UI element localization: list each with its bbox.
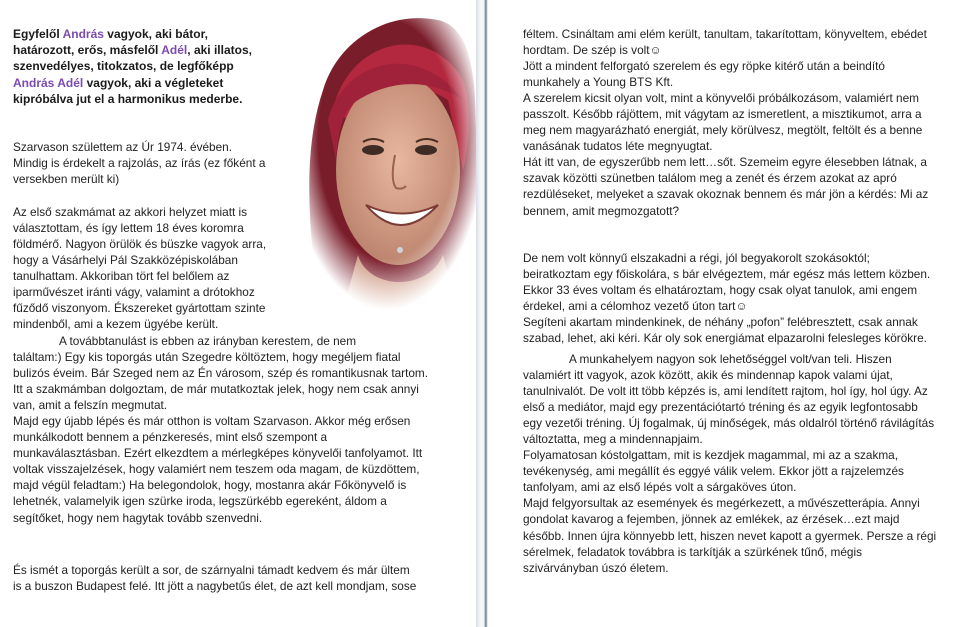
text-line: Itt a szakmámban dolgoztam, de már mutatkoztak jelek, hogy nem csak annyi [13, 382, 419, 397]
text-line: mindenből, ami a kezem ügyébe került. [13, 317, 219, 332]
text-line: Jött a mindent felforgató szerelem és egy röpke kitérő után a beindító [523, 59, 885, 74]
text-line: egy vezetői tréning. Új fogalmak, új minőségek, más oldalról történő rávilágítás [523, 416, 935, 431]
budapest-paragraph [13, 562, 453, 594]
text-line: segítőket, hogy nem hagytak tovább szenvedni. [13, 510, 263, 525]
text-line: majd végül feladtam:) Ha belegondolok, hogy, mostanra akár Főkönyvelő is [13, 478, 407, 493]
text-line: A munkahelyem nagyon sok lehetőséggel volt/van teli. Hiszen [569, 352, 892, 366]
love-paragraph [523, 26, 963, 219]
text-line: Hát itt van, de egyszerűbb nem lett…sőt. Szemeim egyre élesebben látnak, a [523, 155, 927, 170]
text-line: voltak visszajelzések, hogy valamiért nem teszem oda magam, de küzdöttem, [13, 462, 420, 477]
text-line: Segíteni akartam mindenkinek, de néhány „pofon” felébresztett, csak annak [523, 315, 918, 330]
text-line: versekben merült ki) [13, 172, 120, 187]
workplace-paragraph [523, 351, 963, 576]
text-line: választottam, és így lettem 18 éves koromra [13, 221, 244, 236]
text-line: tanulnivalót. De volt itt több képzés is, ami lendített rajtom, hol így, hol úgy. Az [523, 384, 928, 399]
text-line: is a buszon Budapest felé. Itt jött a nagybetűs élet, de azt kell mondjam, sose [13, 579, 417, 594]
intro-text: , aki illatos, [187, 43, 252, 58]
text-line: lehetnék, valamelyik igen szürke iroda, legszürkébb egereként, áldom a [13, 494, 387, 509]
text-line: szabad, lehet, aki kéri. Kár oly sok energiámat elpazarolni felesleges körökre. [523, 331, 927, 346]
text-line: tevékenység, ami megállít és eggyé válik velem. Ekkor jött a rajzelemzés [523, 464, 904, 479]
text-line: bulizós éveim. Bár Szeged nem az Én városom, szép és romantikusnak tartom. [13, 366, 429, 381]
intro-text: Egyfelől [13, 27, 60, 41]
page-gutter [476, 0, 488, 627]
text-line: földmérő. Nagyon örülök és büszke vagyok arra, [13, 237, 267, 252]
text-line: érdekel, ami a célomhoz vezető úton tart☺ [523, 299, 748, 314]
text-line: van, amit a felszín megmutat. [13, 398, 168, 413]
text-line: beiratkoztam egy főiskolára, s bár elvégeztem, már egész más lettem közben. [523, 267, 931, 282]
left-page [0, 0, 476, 627]
text-line: vanásának tudatos léte megnyugtat. [523, 139, 713, 154]
text-line: Mindig is érdekelt a rajzolás, az írás (ez főként a [13, 156, 266, 171]
text-line: tanfolyam, ami az első lépés volt a sárgaköves úton. [523, 480, 797, 495]
further-studies-paragraph [13, 333, 453, 526]
text-line: munkaválasztásban. Ezért elkezdtem a mérlegképes könyvelői tanfolyamot. Itt [13, 446, 423, 461]
text-line: Majd egy újabb lépés és már otthon is voltam Szarvason. Akkor még erősen [13, 414, 411, 429]
text-line: bennem, amit megmozgatott? [523, 203, 680, 218]
text-line: Folyamatosan kóstolgattam, mit is kezdjek magammal, mi az a szakma, [523, 448, 899, 463]
text-line: Szarvason születtem az Úr 1974. évében. [13, 140, 233, 154]
text-line: munkálkodott bennem a pénzkeresés, mint első szempont a [13, 430, 328, 445]
text-line: találtam:) Egy kis toporgás után Szegedre költöztem, hogy megéljem fiatal [13, 350, 401, 365]
text-line: szavak közötti szünetben találom meg a zenét és érzem azokat az apró [523, 171, 897, 186]
text-line: tanulhattam. Akkoriban tört fel belőlem az [13, 269, 230, 284]
text-line: fűződő viszonyom. Ékszereket gyártottam szinte [13, 301, 266, 316]
name-adel: Adél [161, 43, 188, 58]
text-line: És ismét a toporgás került a sor, de szárnyalni támadt kedvem és már ültem [13, 563, 410, 577]
text-line: Az első szakmámat az akkori helyzet miatt is [13, 205, 248, 219]
intro-text: határozott, erős, másfelől [13, 43, 159, 58]
intro-text: szenvedélyes, titokzatos, de legfőképp [13, 59, 234, 74]
text-line: meg nem magyarázható energiát, mely körülvesz, megtölt, feltölt és a benne [523, 123, 923, 138]
text-line: hogy a Vásárhelyi Pál Szakközépiskolában [13, 253, 238, 268]
text-line: sérelmek, feladatok továbbra is tarkítják a szürkének tűnő, mégis [523, 544, 862, 559]
text-line: A szerelem kicsit olyan volt, mint a könyvelői próbálkozásom, valamiért nem [523, 91, 920, 106]
text-line: szivárványban úszó életem. [523, 560, 669, 575]
text-line: hordtam. De szép is volt☺ [523, 43, 662, 58]
birth-paragraph [13, 139, 453, 187]
text-line: első a mediátor, majd egy prezentációtartó tréning és az egyik legfontosabb [523, 400, 918, 415]
text-line: De nem volt könnyű elszakadni a régi, jól begyakorolt szokásoktól; [523, 251, 870, 265]
text-line: munkahely a Young BTS Kft. [523, 75, 674, 90]
intro-paragraph [13, 26, 303, 107]
text-line: A továbbtanulást is ebben az irányban kerestem, de nem [59, 334, 357, 348]
text-line: később. Innen újra könnyebb lett, hiszen nevet kapott a gyermek. Persze a régi [523, 528, 937, 543]
text-line: Majd felgyorsultak az események és megérkezett, a művészetterápia. Annyi [523, 496, 920, 511]
college-paragraph [523, 250, 963, 346]
text-line: iparművészet iránti vágy, valamint a drótokhoz [13, 285, 255, 300]
first-profession-paragraph [13, 204, 453, 332]
intro-text: kipróbálva jut el a harmonikus mederbe. [13, 91, 243, 106]
name-andras-adel: András Adél [13, 75, 84, 90]
text-line: rezdüléseket, melyeket a szavak okoznak bennem és már jön a kérdés: Mi az [523, 187, 929, 202]
text-line: változtatta, meg a mindennapjaim. [523, 432, 703, 447]
text-line: Ekkor 33 éves voltam és elhatároztam, hogy csak olyat tanulok, ami engem [523, 283, 918, 298]
intro-text: vagyok, aki a végleteket [86, 75, 224, 90]
intro-text: vagyok, aki bátor, [107, 27, 208, 41]
text-line: valamiért itt vagyok, azok között, akik és mindennap kapok valami újat, [523, 368, 893, 383]
name-andras: András [62, 27, 104, 41]
text-line: passzolt. Később rájöttem, mit vágytam az ismeretlent, a misztikumot, arra a [523, 107, 922, 122]
text-line: gondolat kavarog a fejemben, jönnek az emlékek, az érzések…ezt majd [523, 512, 900, 527]
text-line: féltem. Csináltam ami elém került, tanultam, takarítottam, könyveltem, ebédet [523, 27, 927, 41]
